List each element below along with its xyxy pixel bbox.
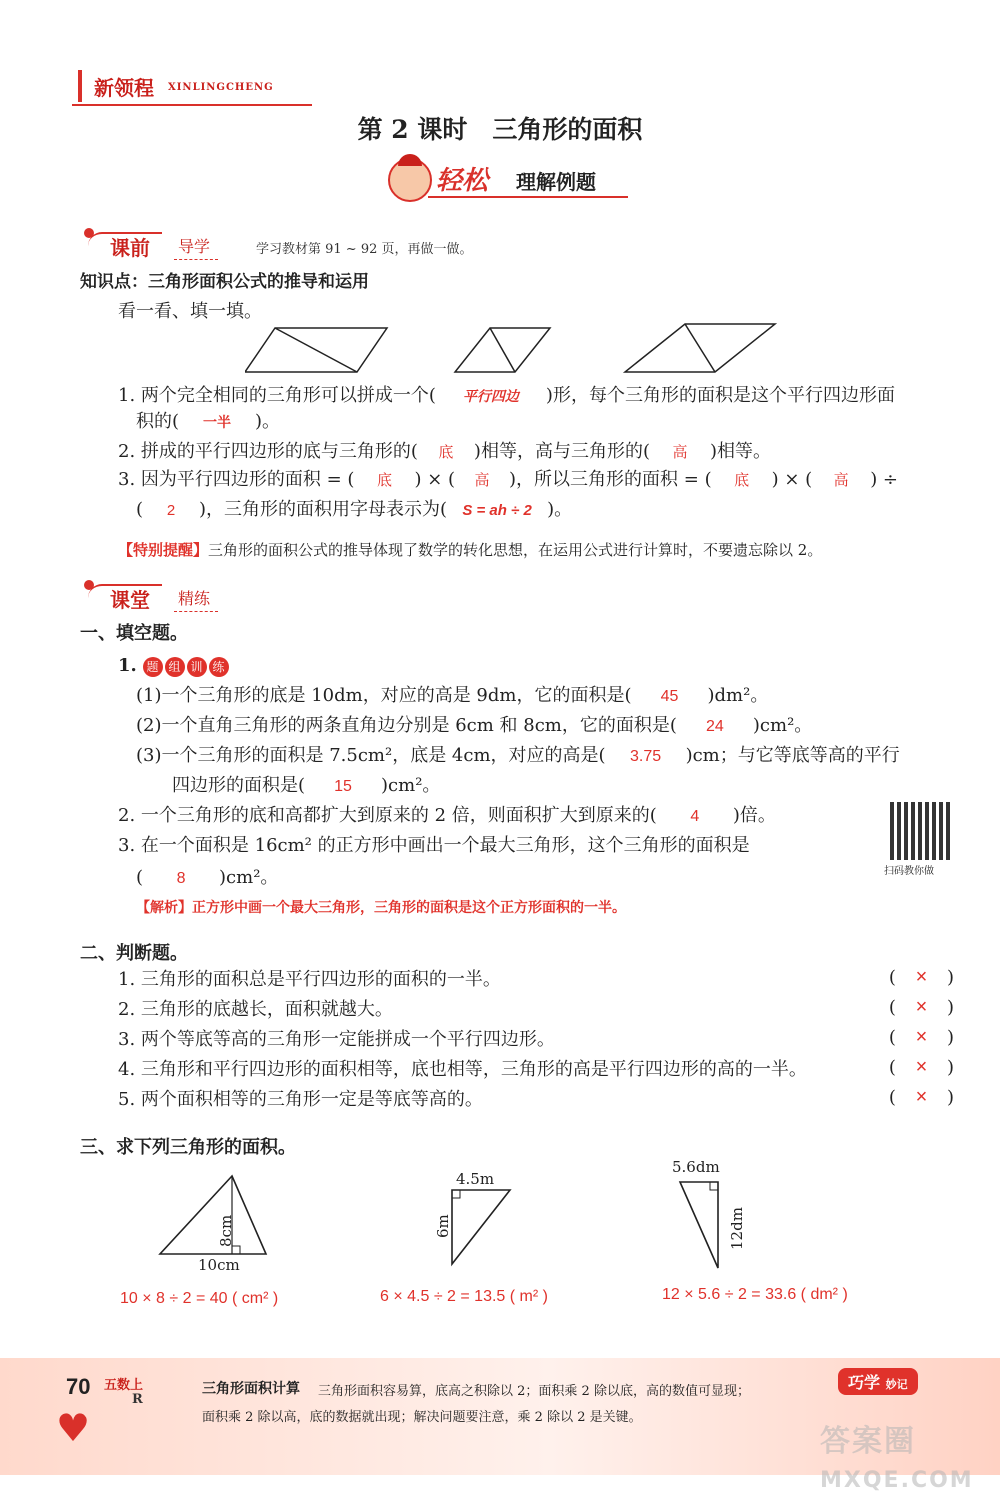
q3-text-h: )。 [547,499,573,520]
q2-text-b: )相等，高与三角形的( [473,441,650,462]
inclass-sub: 精练 [174,586,218,612]
qr-code-icon[interactable] [890,802,950,860]
inclass-q1-1 [136,684,768,709]
preclass-q1-line2 [136,410,280,434]
inclass-header [88,584,388,616]
special-tip [118,538,822,562]
preclass-q3-line1 [118,468,898,493]
q1-2-text-a: (2)一个直角三角形的两条直角边分别是 6cm 和 8cm，它的面积是( [136,715,677,736]
fig2-answer: 6 × 4.5 ÷ 2 = 13.5 ( m² ) [380,1288,548,1305]
judge-mark-3: ( × ) [888,1026,954,1048]
q3-text-e: ) ÷ [870,469,899,490]
judge-item: 4. 三角形和平行四边形的面积相等，底也相等，三角形的高是平行四边形的高的一半。 [118,1059,807,1080]
footer [0,1358,1000,1493]
q1-3-text-d: )cm²。 [381,775,441,796]
judge-item: 1. 三角形的面积总是平行四边形的面积的一半。 [118,969,501,990]
heart-icon: ♥ [56,1406,91,1450]
q2-text-c: )相等。 [709,441,771,462]
banner-text: 理解例题 [516,170,596,194]
tip-text: 三角形的面积公式的推导体现了数学的转化思想，在运用公式进行计算时，不要遗忘除以 2。 [208,541,823,559]
q2-answer-2: 高 [672,444,688,461]
q1-2-text-b: )cm²。 [752,715,813,736]
fig2-side-label: 6m [434,1214,452,1238]
q2-text-a2: 2. 一个三角形的底和高都扩大到原来的 2 倍，则面积扩大到原来的( [118,805,657,826]
parallelogram-2-diagonal [490,328,515,372]
q1-3-text-c: 四边形的面积是( [172,775,306,796]
q1-text-a: 1. 两个完全相同的三角形可以拼成一个( [118,385,436,406]
triangle-figure-1 [150,1170,280,1270]
footer-line-1: 三角形面积容易算，底高之积除以 2；面积乘 2 除以底，高的数值可显现； [318,1384,750,1399]
q1-2-answer: 24 [705,718,724,735]
fig3-top-label: 5.6dm [672,1158,720,1176]
triangle-1-outline [160,1176,266,1254]
brand-header [72,70,312,106]
footer-badge [838,1368,918,1395]
preclass-sub: 导学 [174,234,218,260]
footer-line-2: 面积乘 2 除以高，底的数据就出现；解决问题要注意，乘 2 除以 2 是关键。 [202,1410,642,1425]
analysis-label: 【解析】 [136,900,192,916]
knowledge-point: 知识点：三角形面积公式的推导和运用 [80,272,369,292]
banner [388,158,628,202]
parallelogram-2 [455,328,550,372]
preclass-q3-line2 [136,498,572,523]
q3-text-b2: ( [136,867,144,888]
inclass-q1-3-line2 [172,774,440,799]
inclass-q1-label-row [118,654,231,678]
instruction: 看一看、填一填。 [118,301,262,322]
preclass-q1-line1 [118,384,895,408]
q1-3-answer: 3.75 [629,748,662,765]
inclass-q1-label: 1. [118,655,137,676]
q1-text-b: )形，每个三角形的面积是这个平行四边形面 [545,385,895,406]
brand-bar [78,70,82,102]
q1-text-c: 积的( [136,411,180,432]
parallelogram-3-diagonal [685,324,715,372]
fig3-side-label: 12dm [728,1207,746,1250]
footer-heading: 三角形面积计算 [202,1381,300,1397]
parallelogram-1-diagonal [275,328,357,372]
parallelogram-figures [245,322,785,378]
q1-answer-2: 一半 [203,414,232,430]
q1-3-text-b: )cm；与它等底等高的平行 [685,745,900,766]
judge-item: 5. 两个面积相等的三角形一定是等底等高的。 [118,1089,483,1110]
q3-text-a: 3. 因为平行四边形的面积 = ( [118,469,355,490]
q1-1-answer: 45 [660,688,679,705]
parallelogram-1 [245,328,387,372]
inclass-tab: 课堂 [88,584,162,614]
q3-text-g: )，三角形的面积用字母表示为( [199,499,448,520]
triangle-figure-2 [440,1182,520,1272]
badge-1: 题 [143,657,163,677]
judge-mark-4: ( × ) [888,1056,954,1078]
q3-answer-1: 底 [376,472,392,489]
preclass-note: 学习教材第 91 ~ 92 页，再做一做。 [256,242,473,257]
badge-2: 组 [165,657,185,677]
banner-strong: 轻松 [436,166,489,196]
qr-caption: 扫码教你做 [884,866,934,877]
q3-text-c2: )cm²。 [219,867,279,888]
fig3-answer: 12 × 5.6 ÷ 2 = 33.6 ( dm² ) [662,1286,848,1303]
triangle-3-right-angle [710,1182,718,1190]
tip-label: 【特别提醒】 [118,541,209,559]
footer-badge-text: 巧学 [848,1373,881,1392]
banner-underline [428,196,628,198]
judge-mark-5: ( × ) [888,1086,954,1108]
q2-answer-1: 底 [438,444,454,461]
analysis-text: 正方形中画一个最大三角形，三角形的面积是这个正方形面积的一半。 [192,900,626,916]
lesson-title: 第 2 课时 三角形的面积 [357,115,643,144]
badge-4: 练 [209,657,229,677]
section-1-title: 一、填空题。 [80,623,188,644]
q3-answer-2: 高 [474,472,490,489]
watermark-text: 答案圈 [820,1424,916,1459]
section-3-title: 三、求下列三角形的面积。 [80,1137,296,1158]
q1-3-answer-2: 15 [334,778,352,795]
q3-answer-5: 2 [166,502,176,519]
judge-item: 2. 三角形的底越长，面积就越大。 [118,999,393,1020]
fig1-height-label: 8cm [217,1214,235,1247]
preclass-header [88,232,688,264]
judge-mark-2: ( × ) [888,996,954,1018]
preclass-q2 [118,440,771,465]
q1-1-text-a: (1)一个三角形的底是 10dm，对应的高是 9dm，它的面积是( [136,685,632,706]
q1-answer-1: 平行四边 [462,388,519,404]
inclass-q2 [118,804,776,829]
badge-3: 训 [187,657,207,677]
analysis [136,896,626,920]
brand-logo: 新领程 [94,76,154,100]
q3-answer-3: 底 [734,472,750,489]
footer-edition: R [132,1392,143,1407]
watermark [820,1416,974,1495]
inclass-q1-3-line1 [136,744,900,769]
q3-answer: 8 [176,870,186,887]
page-number: 70 [66,1374,91,1399]
footer-grade: 五数上 [104,1378,144,1393]
q3-text-f: ( [136,499,144,520]
preclass-tab: 课前 [88,232,162,262]
q3-text-a2: 3. 在一个面积是 16cm² 的正方形中画出一个最大三角形，这个三角形的面积是 [118,835,750,856]
triangle-2-outline [452,1190,510,1264]
fig2-top-label: 4.5m [456,1170,495,1188]
q3-text-b: ) × ( [414,469,456,490]
q3-answer-4: 高 [833,472,849,489]
q2-answer: 4 [690,808,700,825]
brand-pinyin: XINLINGCHENG [168,82,274,93]
triangle-3-outline [680,1182,718,1268]
triangle-1-right-angle [232,1246,240,1254]
footer-badge-text-2: 妙记 [885,1378,908,1391]
judge-item: 3. 两个等底等高的三角形一定能拼成一个平行四边形。 [118,1029,555,1050]
q3-text-d: ) × ( [771,469,813,490]
q3-text-c: )，所以三角形的面积 = ( [509,469,712,490]
q1-1-text-b: )dm²。 [707,685,769,706]
inclass-q1-2 [136,714,812,739]
judge-mark-1: ( × ) [888,966,954,988]
triangle-2-right-angle [452,1190,460,1198]
watermark-url: MXQE.COM [820,1468,974,1493]
fig1-answer: 10 × 8 ÷ 2 = 40 ( cm² ) [120,1290,279,1307]
q3-answer-6: S = ah ÷ 2 [462,502,532,519]
inclass-q3-line2 [136,866,278,891]
inclass-q3-line1 [118,834,750,858]
cartoon-kid-icon [388,158,432,202]
parallelogram-3 [625,324,775,372]
q1-text-d: )。 [255,411,281,432]
fig1-base-label: 10cm [198,1256,240,1274]
q2-text-b2: )倍。 [732,805,776,826]
section-2-title: 二、判断题。 [80,943,188,964]
q1-3-text-a: (3)一个三角形的面积是 7.5cm²，底是 4cm，对应的高是( [136,745,606,766]
q2-text-a: 2. 拼成的平行四边形的底与三角形的( [118,441,418,462]
